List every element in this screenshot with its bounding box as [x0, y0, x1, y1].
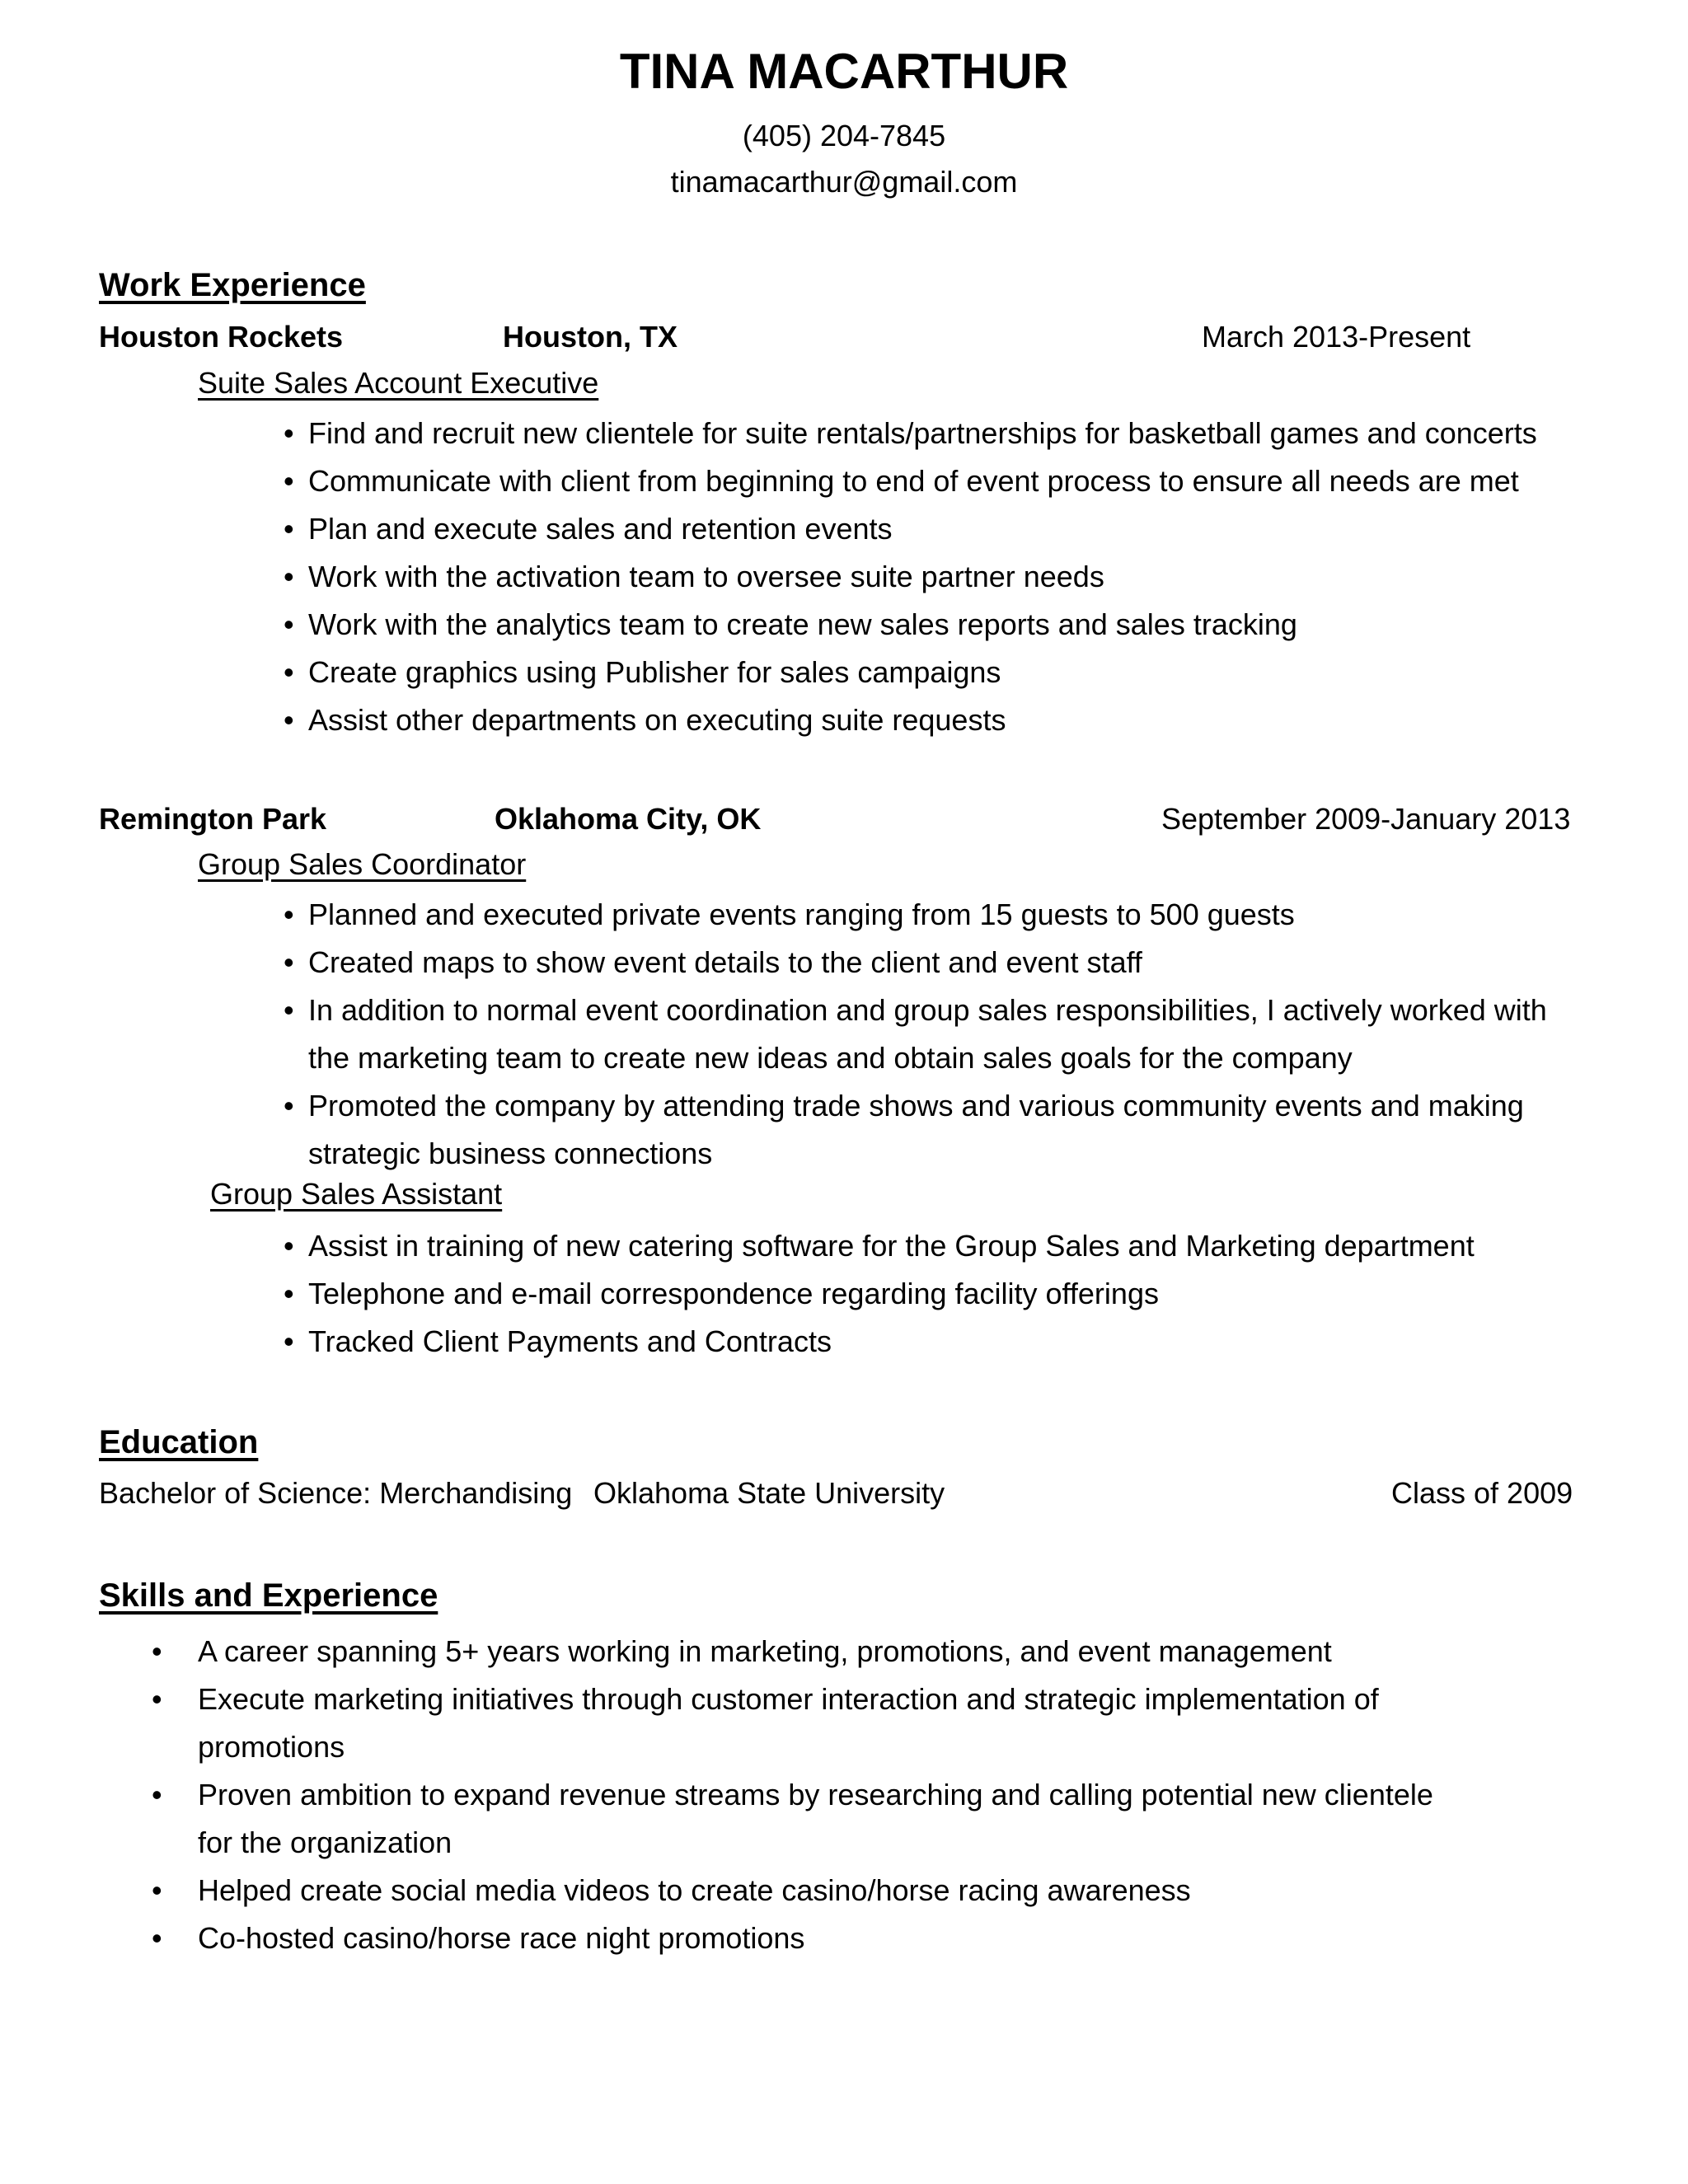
list-item: • Find and recruit new clientele for suite rentals/partnerships for basketball games and concerts — [308, 410, 1537, 457]
job-duties-list — [308, 410, 1537, 744]
list-item: • Proven ambition to expand revenue streams by researching and calling potential new clientele for the organization — [198, 1771, 1467, 1867]
list-item: • Telephone and e-mail correspondence regarding facility offerings — [308, 1270, 1475, 1318]
list-item: • Assist in training of new catering software for the Group Sales and Marketing department — [308, 1222, 1475, 1270]
education-school: Oklahoma State University — [593, 1476, 945, 1510]
email-address: tinamacarthur@gmail.com — [670, 165, 1018, 199]
list-item: • Created maps to show event details to the client and event staff — [308, 939, 1578, 987]
list-item: • Plan and execute sales and retention events — [308, 505, 1537, 553]
list-item: • Execute marketing initiatives through customer interaction and strategic implementation of promotions — [198, 1675, 1467, 1771]
job-dates: March 2013-Present — [1202, 320, 1471, 354]
job-role-title: Group Sales Coordinator — [198, 847, 527, 881]
job-company: Remington Park — [99, 802, 327, 836]
list-item: • Communicate with client from beginning to end of event process to ensure all needs are met — [308, 457, 1537, 505]
section-heading-skills: Skills and Experience — [99, 1577, 438, 1614]
job-role-title: Suite Sales Account Executive — [198, 366, 599, 400]
job-duties-list — [308, 891, 1578, 1178]
candidate-name: TINA MACARTHUR — [619, 44, 1069, 99]
list-item: • Co-hosted casino/horse race night promotions — [198, 1915, 1467, 1962]
list-item: • Work with the analytics team to create new sales reports and sales tracking — [308, 601, 1537, 649]
list-item: • A career spanning 5+ years working in marketing, promotions, and event management — [198, 1628, 1467, 1675]
job-location: Houston, TX — [503, 320, 678, 354]
section-heading-education: Education — [99, 1424, 259, 1460]
education-degree: Bachelor of Science: Merchandising — [99, 1476, 573, 1510]
job-dates: September 2009-January 2013 — [1161, 802, 1571, 836]
list-item: • Planned and executed private events ranging from 15 guests to 500 guests — [308, 891, 1578, 939]
list-item: • Assist other departments on executing suite requests — [308, 696, 1537, 744]
job-location: Oklahoma City, OK — [495, 802, 762, 836]
job-role-title: Group Sales Assistant — [210, 1177, 503, 1211]
list-item: • Promoted the company by attending trade shows and various community events and making strategic business connections — [308, 1082, 1578, 1178]
section-heading-work: Work Experience — [99, 267, 366, 303]
list-item: • Create graphics using Publisher for sales campaigns — [308, 649, 1537, 696]
list-item: • Helped create social media videos to create casino/horse racing awareness — [198, 1867, 1467, 1915]
job-duties-list — [308, 1222, 1475, 1366]
skills-list — [198, 1628, 1467, 1962]
list-item: • Work with the activation team to oversee suite partner needs — [308, 553, 1537, 601]
phone-number: (405) 204-7845 — [742, 119, 946, 152]
list-item: • Tracked Client Payments and Contracts — [308, 1318, 1475, 1366]
list-item: • In addition to normal event coordination and group sales responsibilities, I actively worked with the marketing team to create new ideas and obtain sales goals for the company — [308, 987, 1578, 1082]
education-year: Class of 2009 — [1391, 1476, 1573, 1510]
job-company: Houston Rockets — [99, 320, 344, 354]
